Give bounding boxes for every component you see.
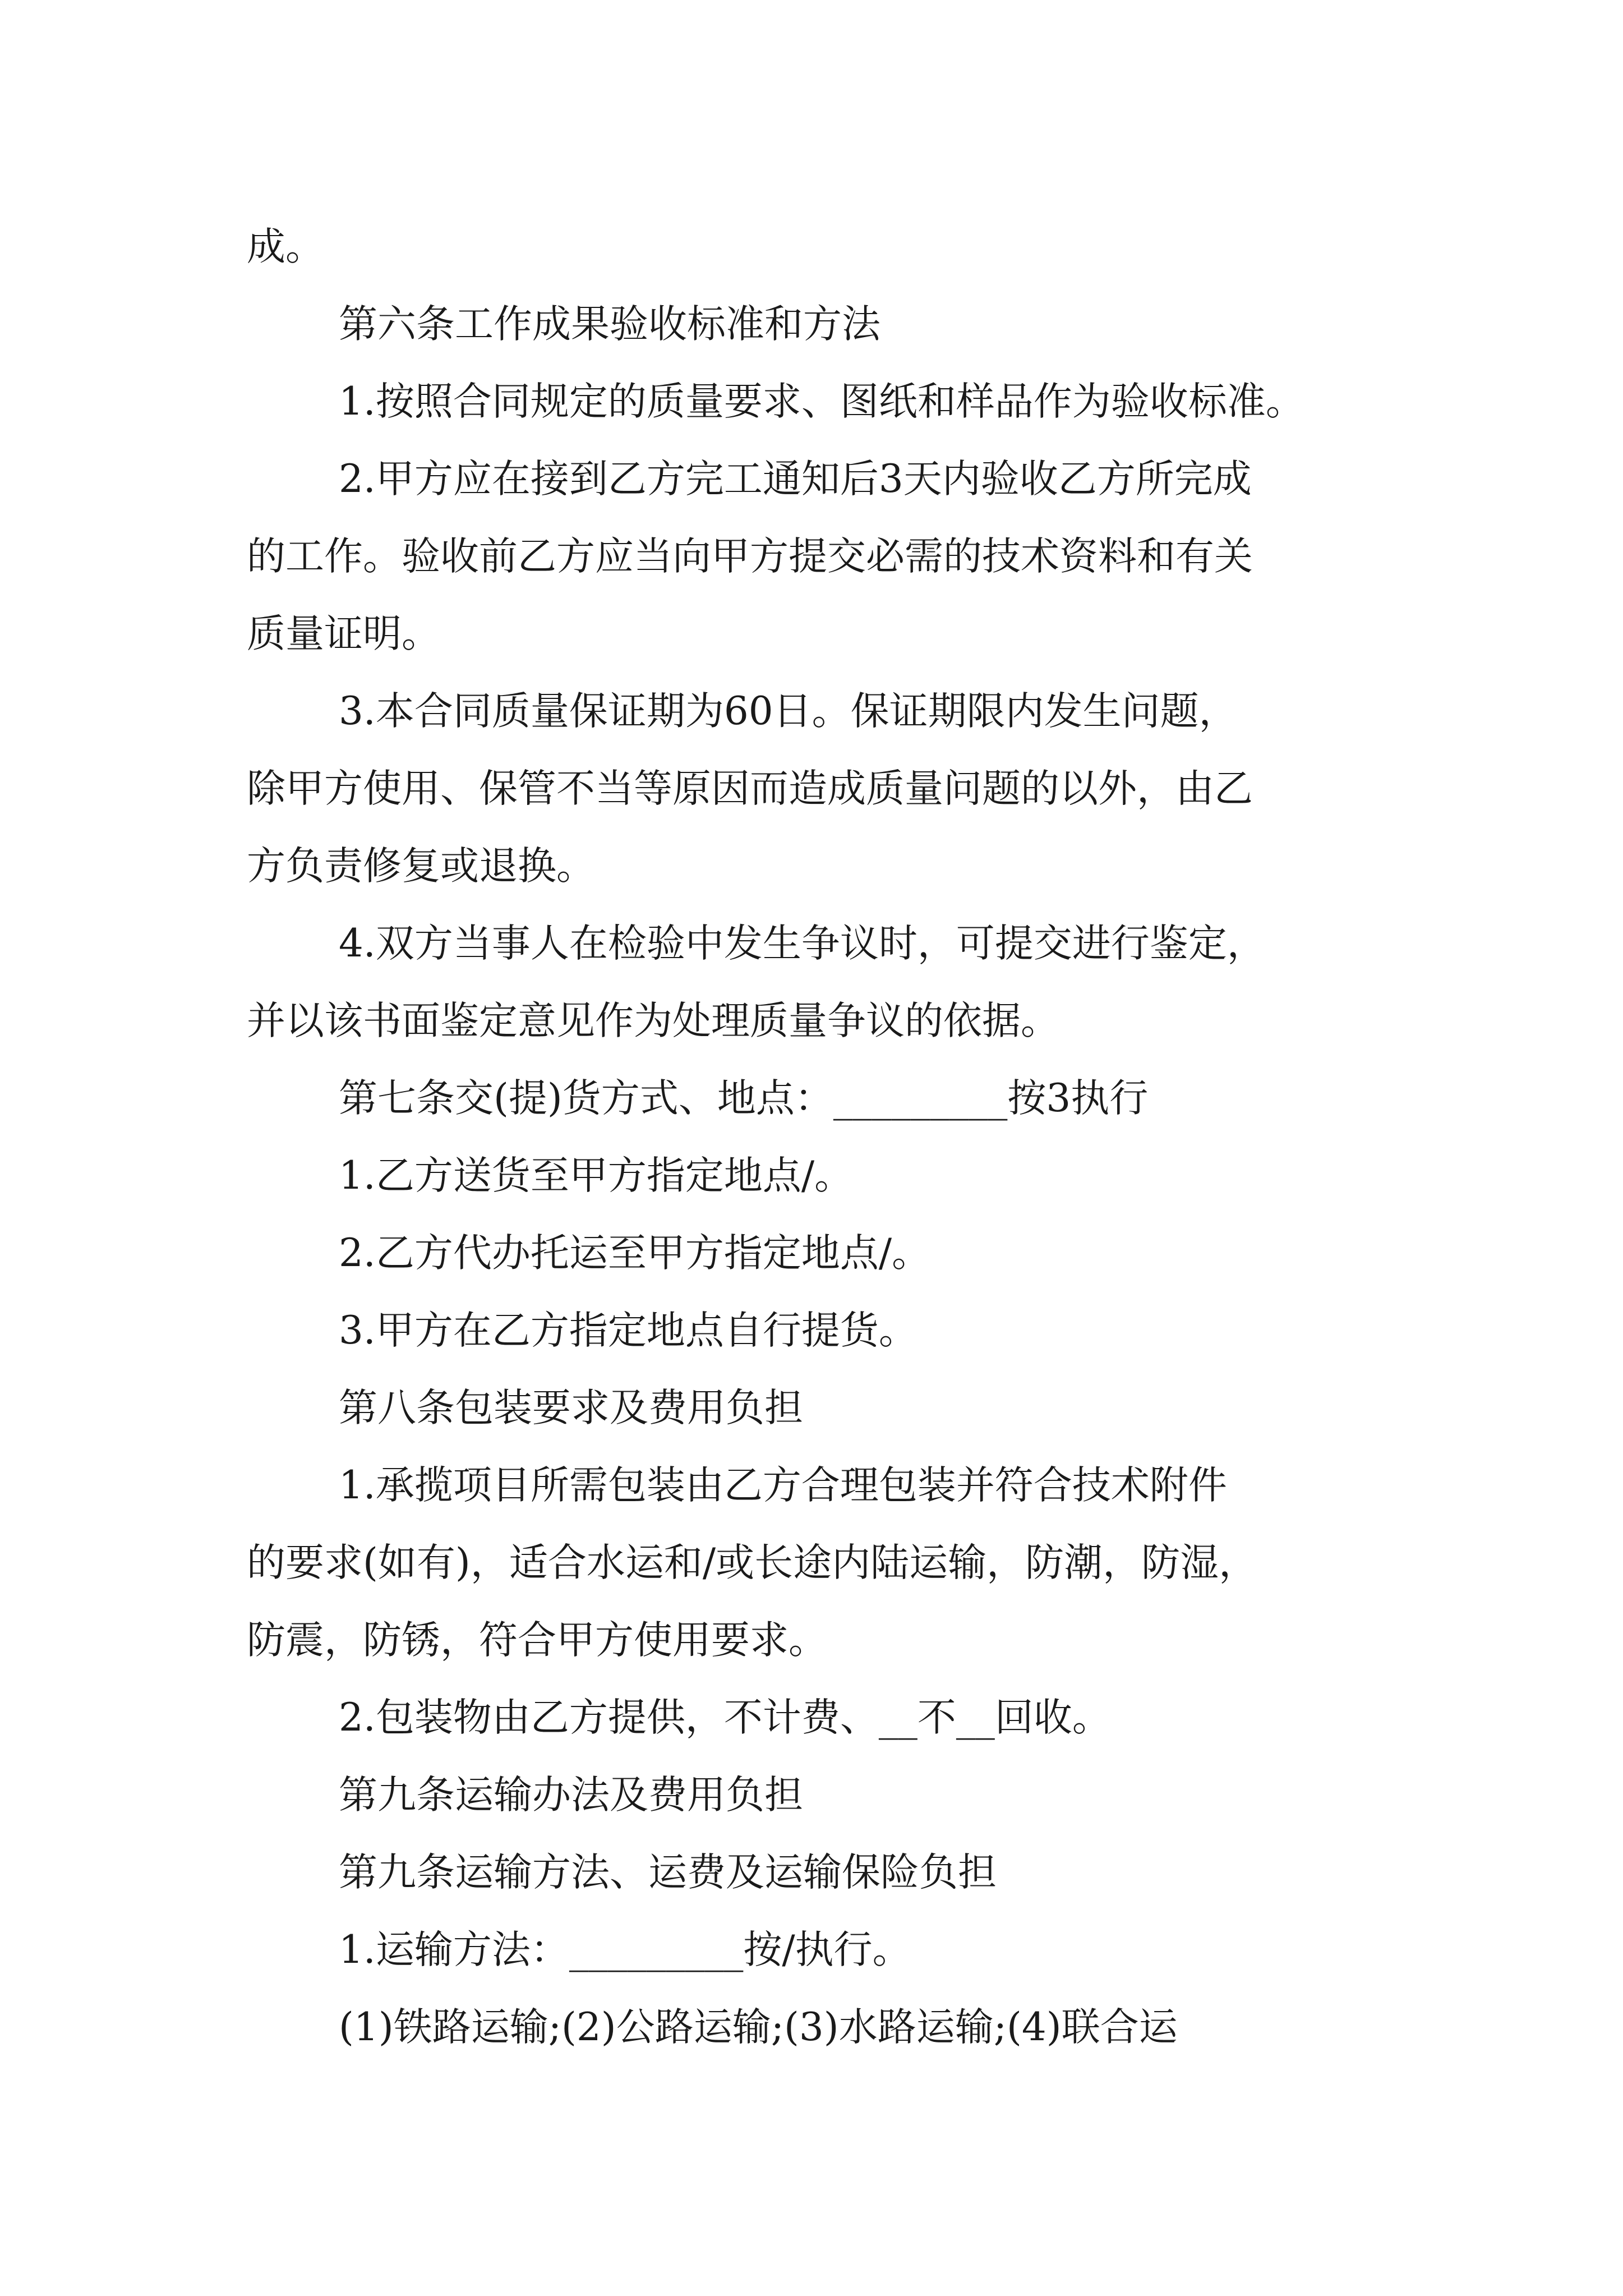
text-line: 3.甲方在乙方指定地点自行提货。 xyxy=(339,1308,917,1353)
text-line: 4.双方当事人在检验中发生争议时，可提交进行鉴定， xyxy=(339,921,1266,966)
section-heading: 第九条运输办法及费用负担 xyxy=(339,1773,803,1818)
section-heading: 第六条工作成果验收标准和方法 xyxy=(339,302,880,347)
text-line: 2.乙方代办托运至甲方指定地点/。 xyxy=(339,1231,931,1276)
text-line: (1)铁路运输;(2)公路运输;(3)水路运输;(4)联合运 xyxy=(339,2005,1178,2050)
text-line: 2.甲方应在接到乙方完工通知后3天内验收乙方所完成 xyxy=(339,457,1252,501)
text-line: 方负责修复或退换。 xyxy=(247,844,595,889)
text-line: 1.乙方送货至甲方指定地点/。 xyxy=(339,1153,854,1198)
text-line: 2.包装物由乙方提供，不计费、__不__回收。 xyxy=(339,1695,1111,1740)
text-line: 防震，防锈，符合甲方使用要求。 xyxy=(247,1618,827,1663)
text-line: 质量证明。 xyxy=(247,611,440,656)
text-line: 的要求(如有)，适合水运和/或长途内陆运输，防潮，防湿， xyxy=(247,1540,1258,1585)
text-line: 除甲方使用、保管不当等原因而造成质量问题的以外，由乙 xyxy=(247,766,1253,811)
section-heading: 第八条包装要求及费用负担 xyxy=(339,1386,803,1430)
text-line: 1.运输方法：_________按/执行。 xyxy=(339,1927,911,1972)
text-line: 1.按照合同规定的质量要求、图纸和样品作为验收标准。 xyxy=(339,379,1304,424)
text-line: 3.本合同质量保证期为60日。保证期限内发生问题， xyxy=(339,689,1238,734)
text-line: 的工作。验收前乙方应当向甲方提交必需的技术资料和有关 xyxy=(247,534,1253,579)
text-line: 成。 xyxy=(247,224,324,269)
text-line: 并以该书面鉴定意见作为处理质量争议的依据。 xyxy=(247,999,1059,1043)
section-heading: 第九条运输方法、运费及运输保险负担 xyxy=(339,1850,997,1895)
text-line: 1.承揽项目所需包装由乙方合理包装并符合技术附件 xyxy=(339,1463,1227,1508)
section-heading: 第七条交(提)货方式、地点：_________按3执行 xyxy=(339,1076,1149,1121)
